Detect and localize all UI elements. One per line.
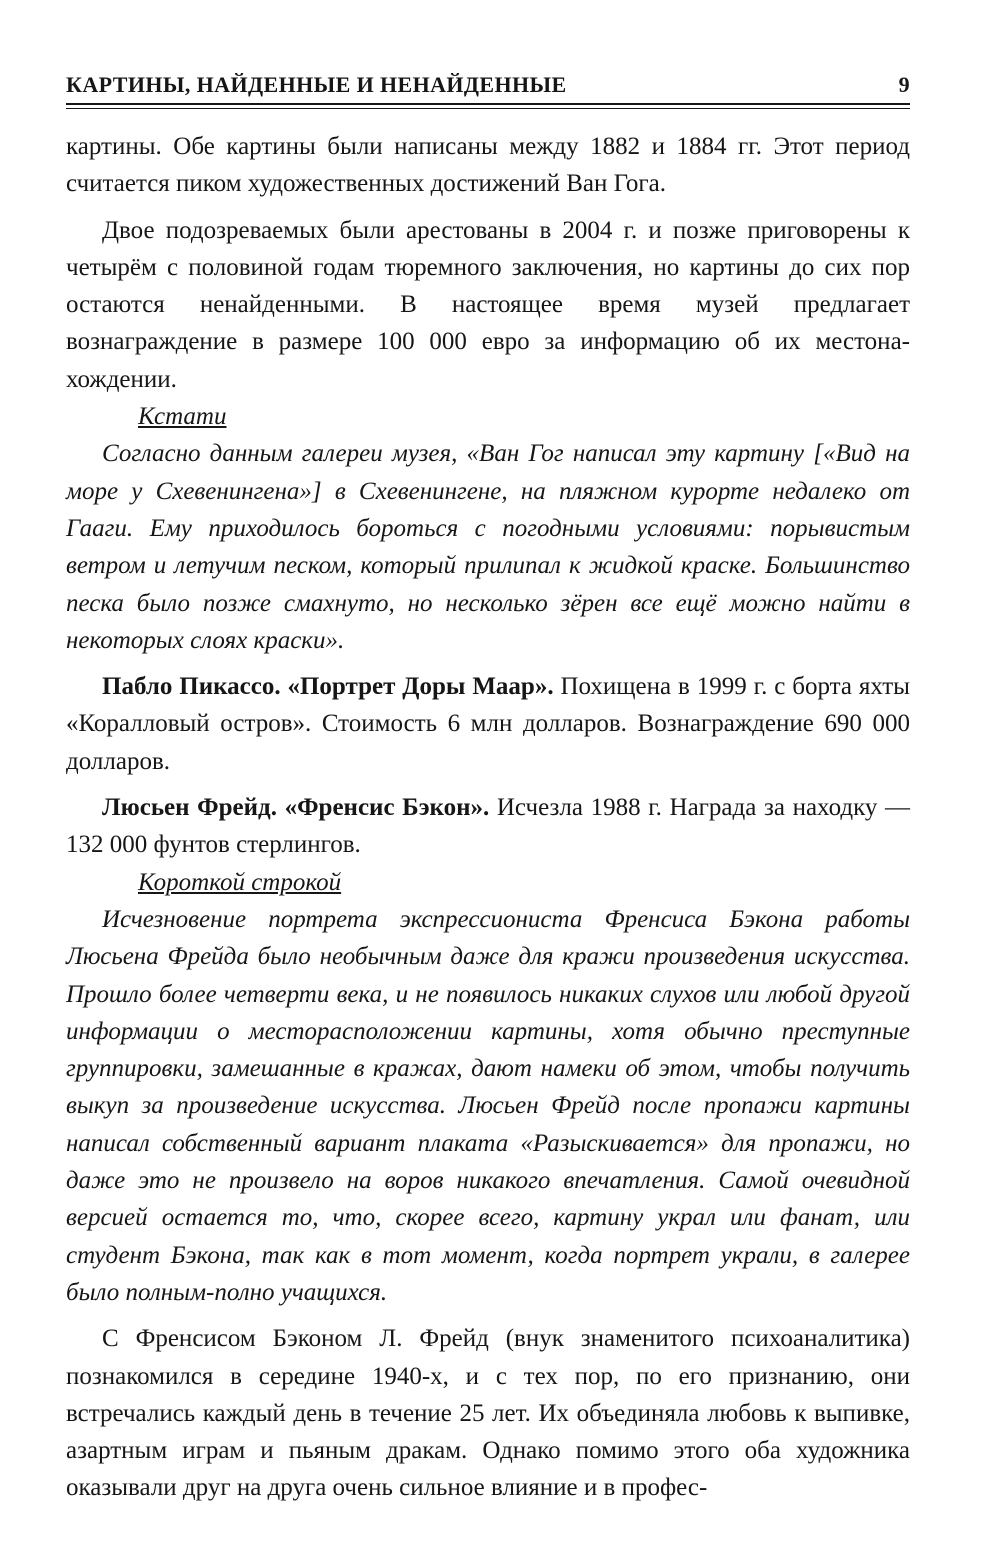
aside-text-kstati: Согласно данным галереи музея, «Ван Гог написал эту картину [«Вид на море у Схевенингена»] в Схевенингене, на пляжном курорте недалеко от Гааги. Ему приходилось бороться с погодными условиями: порывистым ветром и летучим песком, который прилипал к жидкой краске. Большинство песка было позже смахнуто, но несколько зёрен все ещё можно найти в некоторых слоях краски». [66, 440, 910, 654]
aside-heading-short: Короткой строкой [138, 868, 342, 896]
paragraph-continuation: картины. Обе картины были написаны между 1882 и 1884 гг. Этот период считается пиком художественных достижений Ван Гога. [66, 133, 910, 198]
page-body [66, 128, 910, 1507]
freud-title: Люсьен Фрейд. «Френсис Бэкон». [102, 794, 490, 822]
paragraph-arrest: Двое подозреваемых были арестованы в 2004 г. и позже приговорены к четырём с половиной годам тюремного заключения, но картины до сих пор остаются ненайденными. В настоящее время музей предлагает вознаграждение в размере 100 000 евро за информацию об их местонахождении. [66, 216, 910, 393]
paragraph-freud [66, 789, 910, 864]
paragraph-picasso [66, 668, 910, 780]
aside-text-short: Исчезновение портрета экспрессиониста Френсиса Бэкона работы Люсьена Фрейда было необычным даже для кражи произведения искусства. Прошло более четверти века, и не появилось никаких слухов или любой другой информации о месторасположении картины, хотя обычно преступные группировки, замешанные в кражах, дают намеки об этом, чтобы получить выкуп за произведение искусства. Люсьен Фрейд после пропажи картины написал собственный вариант плаката «Разыскивается» для пропажи, но даже это не произвело на воров никакого впечатления. Самой очевидной версией остается то, что, скорее всего, картину украл или фанат, или студент Бэкона, так как в тот момент, когда портрет украли, в галерее было полным-полно учащихся. [66, 905, 910, 1306]
header-rule-thick [66, 103, 910, 105]
header-rule-thin [66, 108, 910, 109]
aside-heading-kstati: Кстати [138, 403, 227, 431]
paragraph-bacon-freud: С Френсисом Бэконом Л. Фрейд (внук знаменитого психоаналитика) познакомился в середине 1940-х, и с тех пор, по его признанию, они встречались каждый день в течение 25 лет. Их объединяла любовь к выпивке, азартным играм и пьяным дракам. Однако помимо этого оба художника оказывали друг на друга очень сильное влияние и в профес- [66, 1325, 910, 1502]
picasso-title: Пабло Пикассо. «Портрет Доры Маар». [102, 673, 554, 701]
running-header [66, 72, 910, 98]
picasso-text: Похищена в 1999 г. с борта яхты «Коралловый остров». Стоимость 6 млн долларов. Вознаграждение 690 000 долларов. [66, 673, 910, 775]
page-number: 9 [898, 72, 910, 97]
chapter-title: КАРТИНЫ, НАЙДЕННЫЕ И НЕНАЙДЕННЫЕ [66, 72, 567, 97]
freud-text: Исчезла 1988 г. Награда за находку — 132 000 фунтов стерлингов. [66, 794, 911, 859]
